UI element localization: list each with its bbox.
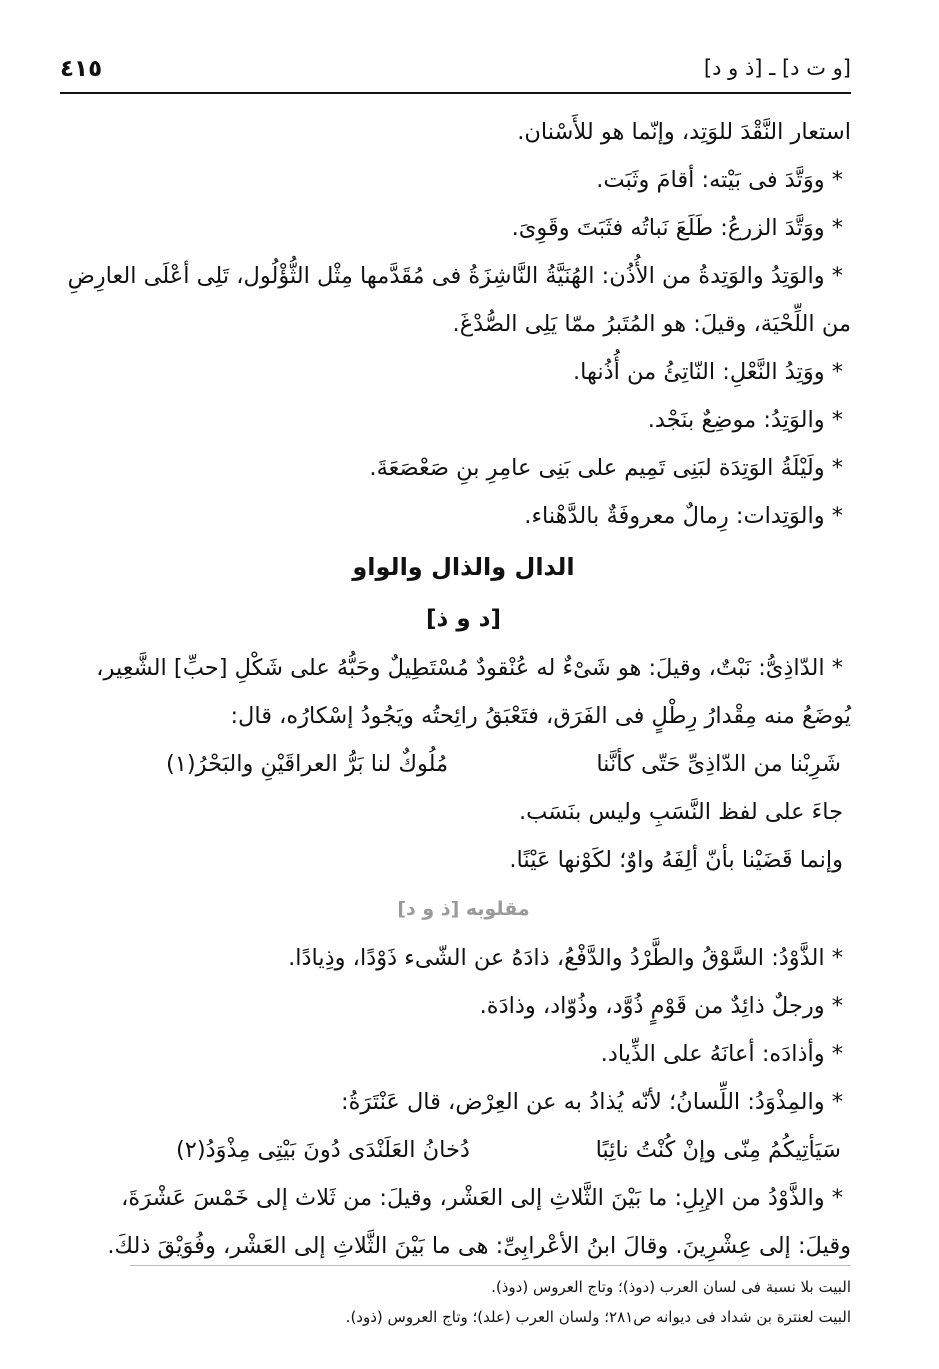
root-title: [د و ذ]	[426, 606, 501, 632]
text-line: * والذَّوْدُ من الإبِلِ: ما بَيْنَ الثَّلاثِ إلى العَشْر، وقيلَ: من ثَلاث إلى خَمْسَ عَشْرَةَ،	[121, 1185, 843, 1211]
footnote: البيت بلا نسبة فى لسان العرب (دوذ)؛ وتاج العروس (دوذ).	[491, 1278, 851, 1296]
text-line: * والوَتِدُ والوَتِدةُ من الأُذُن: الهُنَيَّةُ النَّاشِزَةُ فى مُقَدَّمها مِثْل الثُّؤْلُول، تَلِى أعْلَى العارِضِ	[67, 263, 843, 289]
text-line: * ووَتَّدَ الزرعُ: طَلَعَ نَباتُه فثَبَتَ وقَوِىَ.	[511, 215, 843, 241]
verse-second-hemistich: دُخانُ العَلَنْدَى دُونَ بَيْتِى مِذْوَدُ(٢)	[176, 1137, 470, 1163]
footnotes	[130, 1265, 851, 1332]
text-line: * الدّاذِىُّ: نَبْتٌ، وقيلَ: هو شَىْءٌ له عُنْقودٌ مُسْتَطِيلٌ وحَبُّهُ على شَكْلِ [حبِّ] الشَّعِير،	[96, 655, 843, 681]
text-line: جاءَ على لفظ النَّسَبِ وليس بنَسَب.	[519, 799, 843, 825]
header-rule	[60, 92, 851, 94]
text-line: * وأذادَه: أعانَهُ على الذِّياد.	[600, 1041, 843, 1067]
verse-second-hemistich: مُلُوكٌ لنا بَرُّ العراقَيْنِ والبَحْرُ(١)	[166, 751, 449, 777]
text-line: * والمِذْوَدُ: اللِّسانُ؛ لأنّه يُذادُ به عن العِرْض، قال عَنْتَرَةُ:	[341, 1089, 843, 1115]
text-line: * الذَّوْدُ: السَّوْقُ والطَّرْدُ والدَّفْعُ، ذادَهُ عن الشّىء ذَوْدًا، وذِيادًا.	[288, 945, 843, 971]
text-line: * ووَتِدُ النَّعْلِ: النّاتِئُ من أُذُنها.	[572, 359, 843, 385]
text-line: وقيلَ: إلى عِشْرِينَ. وقالَ ابنُ الأعْرابِىِّ: هى ما بَيْنَ الثَّلاثِ إلى العَشْر، وفُوَيْقَ ذلكَ.	[107, 1233, 851, 1259]
verse	[76, 1126, 851, 1174]
text-line: * ووَتَّدَ فى بَيْته: أقامَ وثَبَت.	[596, 167, 843, 193]
inverted-root-title: مقلوبه [ذ و د]	[397, 898, 530, 920]
verse	[76, 740, 851, 788]
verse-first-hemistich: سَيَأتِيكُمُ مِنّى وإنْ كُنْتُ نائِبًا	[595, 1137, 841, 1163]
section-title: الدال والذال والواو	[352, 553, 575, 581]
text-line: * ولَيْلَةُ الوَتِدَة لبَنِى تَمِيم على بَنِى عامِرِ بنِ صَعْصَعَةَ.	[369, 455, 843, 481]
verse-first-hemistich: شَرِبْنا من الدّاذِىِّ حَتّى كأنَّنا	[596, 751, 841, 777]
page-header	[60, 56, 851, 90]
text-line: * ورجلٌ ذائِدٌ من قَوْمٍ ذُوَّد، وذُوّاد، وذادَة.	[479, 993, 843, 1019]
footnote: البيت لعنترة بن شداد فى ديوانه ص٢٨١؛ ولسان العرب (علد)؛ وتاج العروس (ذود).	[345, 1308, 851, 1326]
text-line: * والوَتِدُ: موضِعٌ بنَجْد.	[647, 407, 843, 433]
text-line: استعار النَّقْدَ للوَتِد، وإنّما هو للأَسْنان.	[517, 119, 851, 145]
running-head: [و ت د] ـ [ذ و د]	[703, 56, 851, 80]
text-line: * والوَتِدات: رِمالٌ معروفَةٌ بالدَّهْناء.	[524, 503, 843, 529]
page-number: ٤١٥	[60, 56, 103, 82]
text-line: يُوضَعُ منه مِقْدارُ رِطْلٍ فى الفَرَق، فتَعْبَقُ رائِحتُه ويَجُودُ إسْكارُه، قال:	[230, 703, 851, 729]
text-line: وإنما قَضَيْنا بأنّ ألِفَهُ واوٌ؛ لكَوْنها عَيْنًا.	[509, 847, 843, 873]
text-line: من اللِّحْيَة، وقيلَ: هو المُتَبرُ ممّا يَلِى الصُّدْغَ.	[452, 311, 851, 337]
page-body	[67, 108, 851, 1270]
